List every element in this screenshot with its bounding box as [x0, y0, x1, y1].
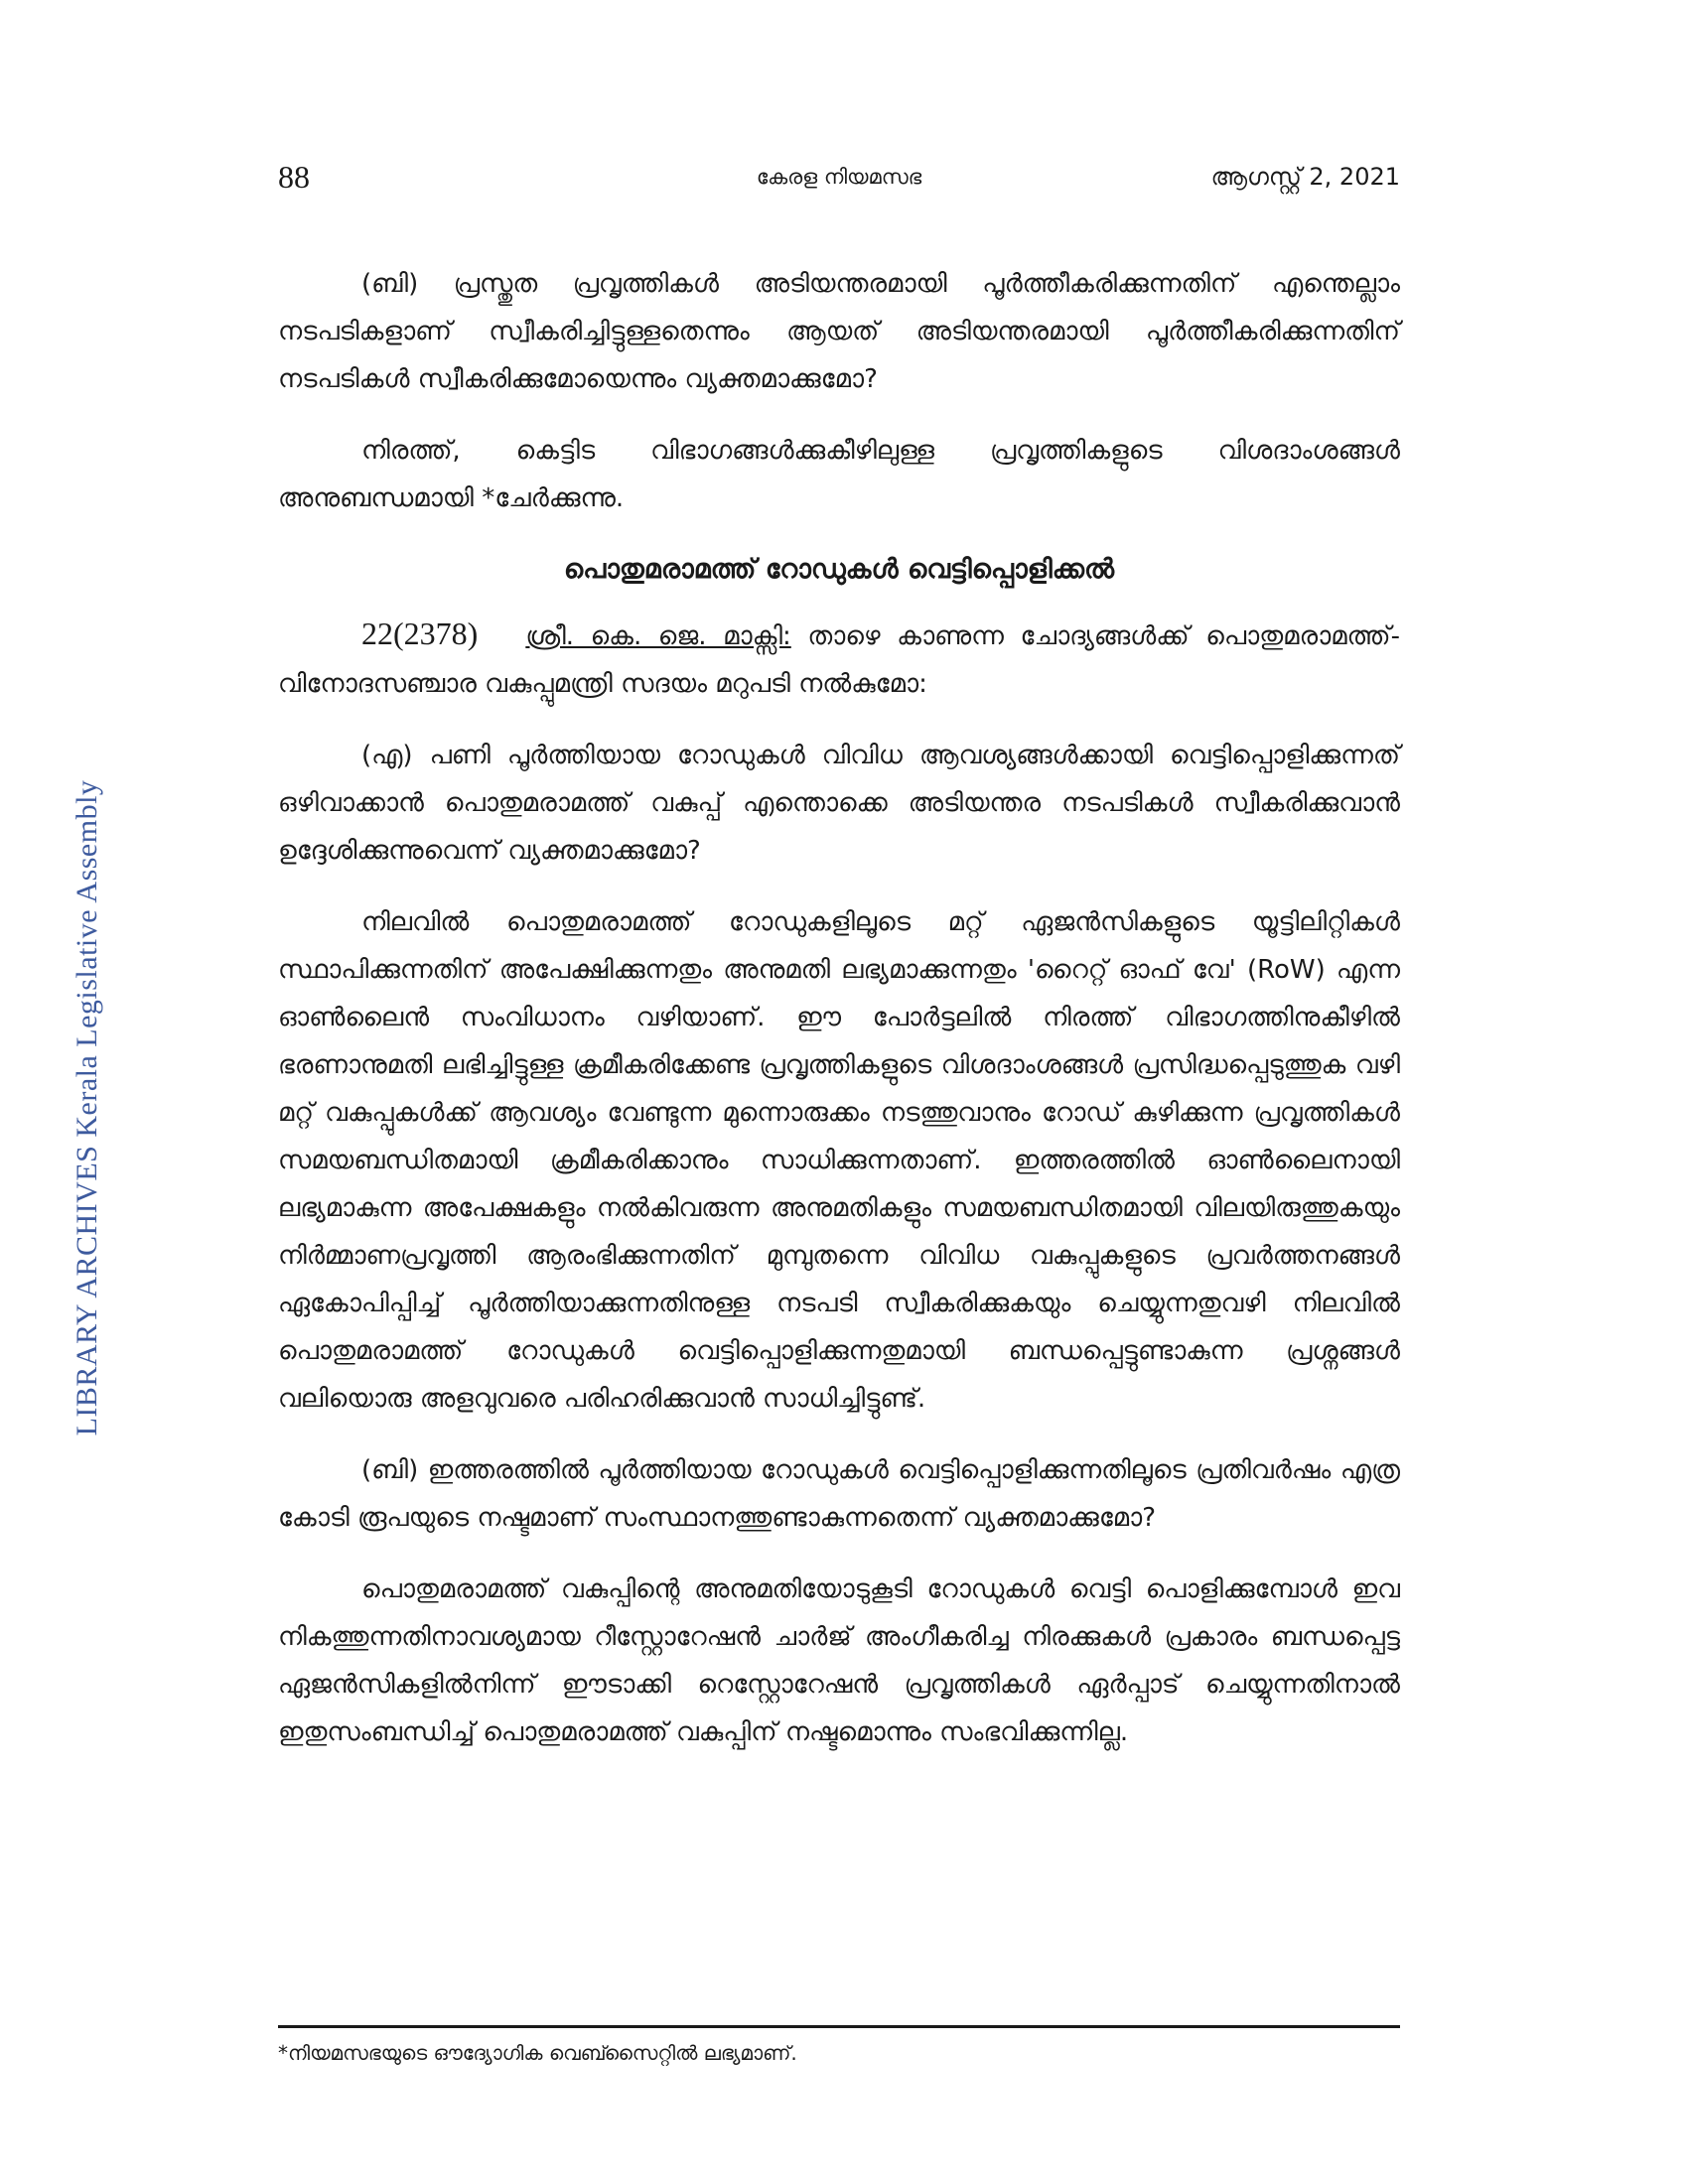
question-number: 22(2378) [361, 615, 479, 651]
paragraph-answer-b2: പൊതുമരാമത്ത് വകുപ്പിന്റെ അനുമതിയോടുകൂടി റോഡുകൾ വെട്ടി പൊളിക്കുമ്പോൾ ഇവ നികത്തുന്നതിനാവശ്യമായ റീസ്റ്റോറേഷൻ ചാർജ് അംഗീകരിച്ച നിരക്കുകൾ പ്രകാരം ബന്ധപ്പെട്ട ഏജൻസികളിൽനിന്ന് ഈടാക്കി റെസ്റ്റോറേഷൻ പ്രവൃത്തികൾ ഏർപ്പാട് ചെയ്യുന്നതിനാൽ ഇതുസംബന്ധിച്ച് പൊതുമരാമത്ത് വകുപ്പിന് നഷ്ടമൊന്നും സംഭവിക്കുന്നില്ല. [278, 1574, 1400, 1747]
paragraph-question-b2: (ബി) ഇത്തരത്തിൽ പൂർത്തിയായ റോഡുകൾ വെട്ടിപ്പൊളിക്കുന്നതിലൂടെ പ്രതിവർഷം എത്ര കോടി രൂപയുടെ നഷ്ടമാണ് സംസ്ഥാനത്തുണ്ടാകുന്നതെന്ന് വ്യക്തമാക്കുമോ? [278, 1455, 1400, 1533]
question-intro [278, 610, 1400, 708]
header-date: ആഗസ്റ്റ് 2, 2021 [1210, 163, 1400, 191]
question-intro-text: താഴെ കാണുന്ന ചോദ്യങ്ങൾക്ക് പൊതുമരാമത്ത്-വിനോദസഞ്ചാര വകുപ്പുമന്ത്രി സദയം മറുപടി നൽകുമോ: [278, 621, 1401, 699]
section-heading: പൊതുമരാമത്ത് റോഡുകൾ വെട്ടിപ്പൊളിക്കൽ [563, 554, 1115, 585]
paragraph-question-a: (എ) പണി പൂർത്തിയായ റോഡുകൾ വിവിധ ആവശ്യങ്ങൾക്കായി വെട്ടിപ്പൊളിക്കുന്നത് ഒഴിവാക്കാൻ പൊതുമരാമത്ത് വകുപ്പ് എന്തൊക്കെ അടിയന്തര നടപടികൾ സ്വീകരിക്കുവാൻ ഉദ്ദേശിക്കുന്നുവെന്ന് വ്യക്തമാക്കുമോ? [278, 741, 1400, 866]
page-number: 88 [278, 159, 310, 195]
paragraph-question-b: (ബി) പ്രസ്തുത പ്രവൃത്തികൾ അടിയന്തരമായി പൂർത്തീകരിക്കുന്നതിന് എന്തെല്ലാം നടപടികളാണ് സ്വീകരിച്ചിട്ടുള്ളതെന്നും ആയത് അടിയന്തരമായി പൂർത്തീകരിക്കുന്നതിന് നടപടികൾ സ്വീകരിക്കുമോയെന്നും വ്യക്തമാക്കുമോ? [278, 269, 1400, 394]
paragraph-answer-a: നിലവിൽ പൊതുമരാമത്ത് റോഡുകളിലൂടെ മറ്റ് ഏജൻസികളുടെ യൂട്ടിലിറ്റികൾ സ്ഥാപിക്കുന്നതിന് അപേക്ഷിക്കുന്നതും അനുമതി ലഭ്യമാക്കുന്നതും 'റൈറ്റ് ഓഫ് വേ' (RoW) എന്ന ഓൺലൈൻ സംവിധാനം വഴിയാണ്. ഈ പോർട്ടലിൽ നിരത്ത് വിഭാഗത്തിനുകീഴിൽ ഭരണാനുമതി ലഭിച്ചിട്ടുള്ള ക്രമീകരിക്കേണ്ട പ്രവൃത്തികളുടെ വിശദാംശങ്ങൾ പ്രസിദ്ധപ്പെടുത്തുക വഴി മറ്റ് വകുപ്പുകൾക്ക് ആവശ്യം വേണ്ടുന്ന മുന്നൊരുക്കം നടത്തുവാനും റോഡ് കുഴിക്കുന്ന പ്രവൃത്തികൾ സമയബന്ധിതമായി ക്രമീകരിക്കാനും സാധിക്കുന്നതാണ്. ഇത്തരത്തിൽ ഓൺലൈനായി ലഭ്യമാകുന്ന അപേക്ഷകളും നൽകിവരുന്ന അനുമതികളും സമയബന്ധിതമായി വിലയിരുത്തുകയും നിർമ്മാണപ്രവൃത്തി ആരംഭിക്കുന്നതിന് മുമ്പുതന്നെ വിവിധ വകുപ്പുകളുടെ പ്രവർത്തനങ്ങൾ ഏകോപിപ്പിച്ച് പൂർത്തിയാക്കുന്നതിനുള്ള നടപടി സ്വീകരിക്കുകയും ചെയ്യുന്നതുവഴി നിലവിൽ പൊതുമരാമത്ത് റോഡുകൾ വെട്ടിപ്പൊളിക്കുന്നതുമായി ബന്ധപ്പെട്ടുണ്ടാകുന്ന പ്രശ്നങ്ങൾ വലിയൊരു അളവുവരെ പരിഹരിക്കുവാൻ സാധിച്ചിട്ടുണ്ട്. [278, 907, 1400, 1414]
header-title: കേരള നിയമസഭ [756, 165, 922, 189]
footnote: *നിയമസഭയുടെ ഔദ്യോഗിക വെബ്സൈറ്റിൽ ലഭ്യമാണ്. [278, 2041, 797, 2065]
document-body [278, 260, 1400, 1780]
footnote-divider [278, 2025, 1400, 2028]
page-header [278, 159, 1400, 206]
member-name: ശ്രീ. കെ. ജെ. മാക്സി: [525, 621, 791, 651]
archive-watermark: LIBRARY ARCHIVES Kerala Legislative Assembly [70, 779, 103, 1436]
paragraph-answer-b: നിരത്ത്, കെട്ടിട വിഭാഗങ്ങൾക്കുകീഴിലുള്ള പ്രവൃത്തികളുടെ വിശദാംശങ്ങൾ അനുബന്ധമായി *ചേർക്കുന്നു. [278, 436, 1400, 513]
